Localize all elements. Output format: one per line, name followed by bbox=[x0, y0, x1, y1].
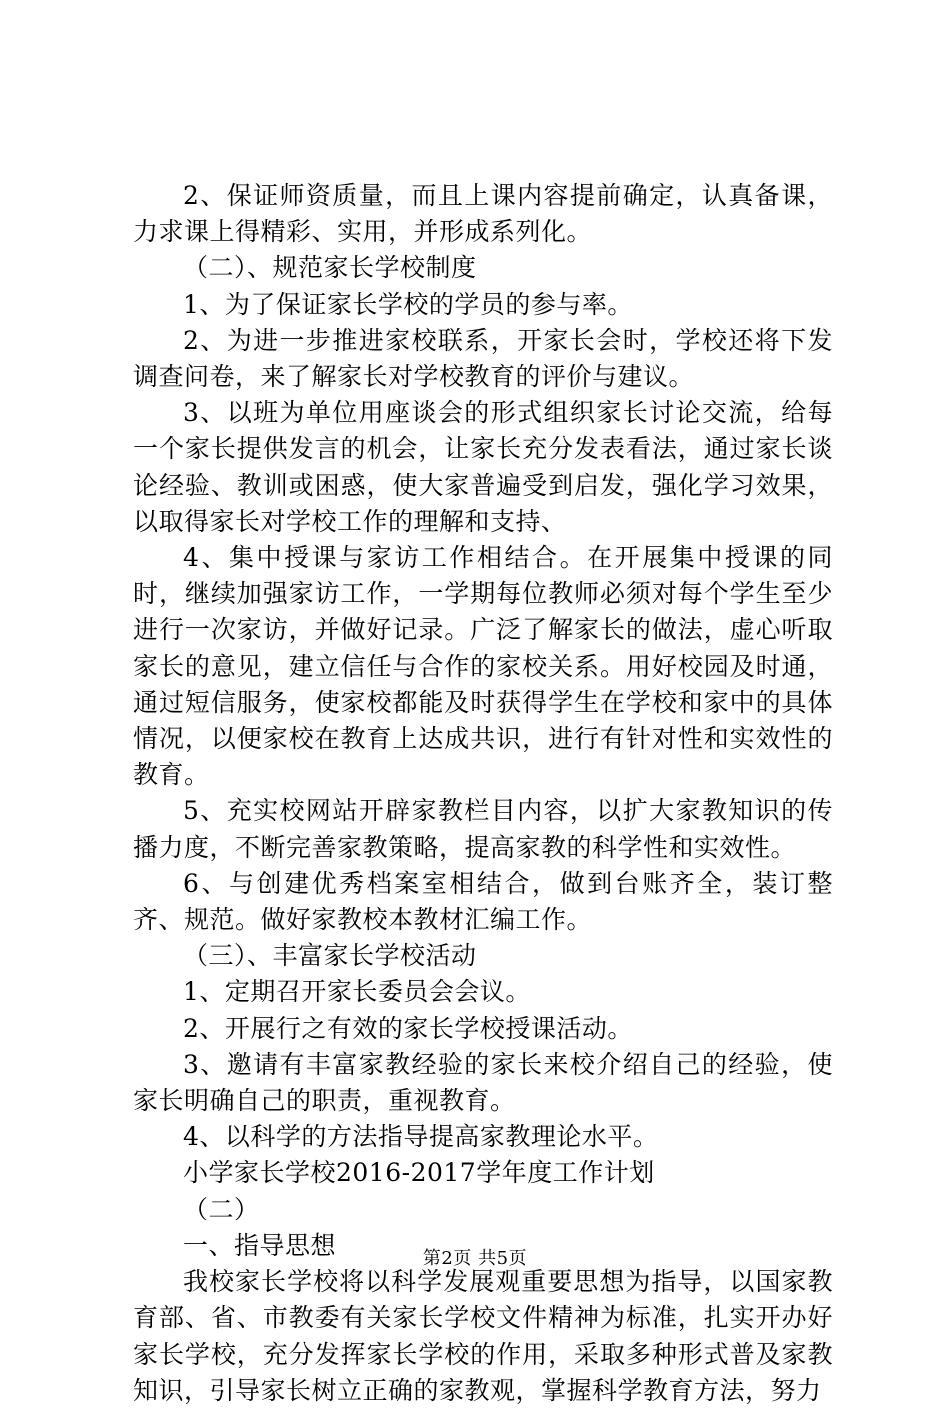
page-footer: 第2页 共5页 bbox=[422, 1248, 528, 1269]
paragraph-3-1: 1、定期召开家长委员会会议。 bbox=[183, 977, 531, 1007]
paragraph-2-1: 1、为了保证家长学校的学员的参与率。 bbox=[183, 289, 633, 319]
paragraph-3-3: 3、邀请有丰富家教经验的家长来校介绍自己的经验，使家长明确自己的职责，重视教育。 bbox=[133, 1049, 833, 1116]
paragraph-2-2: 2、为进一步推进家校联系，开家长会时，学校还将下发调查问卷，来了解家长对学校教育的评价与建议。 bbox=[133, 325, 833, 392]
paragraph-2-4: 4、集中授课与家访工作相结合。在开展集中授课的同时，继续加强家访工作，一学期每位教师必须对每个学生至少进行一次家访，并做好记录。广泛了解家长的做法，虚心听取家长的意见，建立信任与合作的家校关系。用好校园及时通，通过短信服务，使家校都能及时获得学生在学校和家中的具体情况，以便家校在教育上达成共识，进行有针对性和实效性的教育。 bbox=[133, 543, 833, 790]
document-title: 小学家长学校2016-2017学年度工作计划 bbox=[183, 1158, 655, 1188]
paragraph-1: 2、保证师资质量，而且上课内容提前确定，认真备课，力求课上得精彩、实用，并形成系列化。 bbox=[133, 181, 833, 247]
document-subtitle: （二） bbox=[183, 1194, 260, 1224]
paragraph-guiding-thought: 我校家长学校将以科学发展观重要思想为指导，以国家教育部、省、市教委有关家长学校文件精神为标准，扎实开办好家长学校，充分发挥家长学校的作用，采取多种形式普及家教知识，引导家长树立正确的家教观，掌握科学教育方法，努力 bbox=[133, 1267, 833, 1405]
section-heading-3: （三）、丰富家长学校活动 bbox=[183, 941, 477, 971]
document-body bbox=[133, 178, 833, 1409]
paragraph-2-6: 6、与创建优秀档案室相结合，做到台账齐全，装订整齐、规范。做好家教校本教材汇编工作。 bbox=[133, 868, 833, 935]
paragraph-2-5: 5、充实校网站开辟家教栏目内容，以扩大家教知识的传播力度，不断完善家教策略，提高家教的科学性和实效性。 bbox=[133, 796, 833, 862]
section-heading-2: （二）、规范家长学校制度 bbox=[183, 253, 477, 283]
paragraph-3-2: 2、开展行之有效的家长学校授课活动。 bbox=[183, 1013, 633, 1043]
section-heading-guiding-thought: 一、指导思想 bbox=[183, 1230, 337, 1260]
paragraph-2-3: 3、以班为单位用座谈会的形式组织家长讨论交流，给每一个家长提供发言的机会，让家长充分发表看法，通过家长谈论经验、教训或困惑，使大家普遍受到启发，强化学习效果，以取得家长对学校工作的理解和支持、 bbox=[133, 398, 833, 536]
paragraph-3-4: 4、以科学的方法指导提高家教理论水平。 bbox=[183, 1122, 659, 1152]
